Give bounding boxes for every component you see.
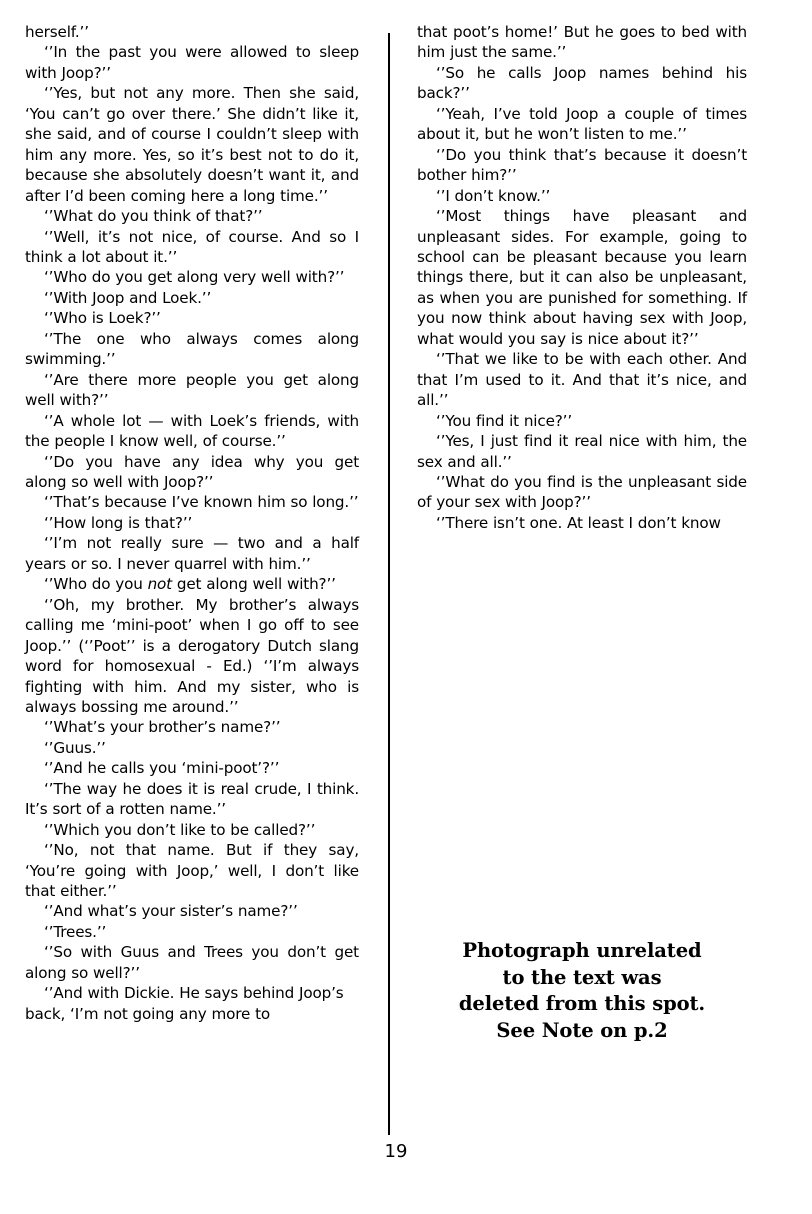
paragraph: ‘’Who do you not get along well with?’’ bbox=[44, 575, 336, 594]
paragraph: ‘’Are there more people you get along well with?’’ bbox=[25, 370, 359, 410]
paragraph: ‘’Who do you get along very well with?’’ bbox=[44, 268, 345, 287]
paragraph: ‘’With Joop and Loek.’’ bbox=[44, 288, 212, 307]
text-column-left bbox=[25, 22, 359, 1024]
paragraph: ‘’Most things have pleasant and unpleasant sides. For example, going to school can be pleasant because you learn things there, but it can also be unpleasant, as when you are punished for something. If you now think about having sex with Joop, what would you say is nice about it?’’ bbox=[417, 207, 747, 348]
paragraph: ‘’So he calls Joop names behind his back?’’ bbox=[417, 63, 747, 103]
paragraph: ‘’Oh, my brother. My brother’s always calling me ‘mini-poot’ when I go off to see Joop.’’ (‘’Poot’’ is a derogatory Dutch slang word for homosexual - Ed.) ‘’I’m always fighting with him. And my sister, who is always bossing me around.’’ bbox=[25, 595, 359, 716]
paragraph: ‘’I’m not really sure — two and a half years or so. I never quarrel with him.’’ bbox=[25, 534, 359, 573]
paragraph: ‘’Trees.’’ bbox=[44, 922, 107, 941]
paragraph: ‘’What do you find is the unpleasant side of your sex with Joop?’’ bbox=[417, 472, 747, 512]
paragraph: ‘’A whole lot — with Loek’s friends, with the people I know well, of course.’’ bbox=[25, 411, 359, 451]
paragraph: ‘’You find it nice?’’ bbox=[436, 411, 573, 430]
photo-note-line: to the text was bbox=[502, 965, 662, 989]
paragraph: ‘’Which you don’t like to be called?’’ bbox=[44, 820, 316, 839]
page-number-value: 19 bbox=[384, 1141, 408, 1162]
paragraph: ‘’How long is that?’’ bbox=[44, 513, 193, 532]
photo-note-line: See Note on p.2 bbox=[496, 1018, 668, 1042]
paragraph: ‘’So with Guus and Trees you don’t get along so well?’’ bbox=[25, 943, 359, 982]
paragraph: ‘’In the past you were allowed to sleep with Joop?’’ bbox=[25, 43, 359, 82]
paragraph: ‘’Guus.’’ bbox=[44, 738, 106, 757]
paragraph: that poot’s home!’ But he goes to bed with him just the same.’’ bbox=[417, 23, 747, 62]
paragraph: ‘’Who is Loek?’’ bbox=[44, 309, 161, 328]
paragraph: ‘’The one who always comes along swimming.’’ bbox=[25, 329, 359, 369]
paragraph: ‘’Well, it’s not nice, of course. And so I think a lot about it.’’ bbox=[25, 227, 359, 266]
paragraph: ‘’And he calls you ‘mini-poot’?’’ bbox=[44, 759, 280, 778]
paragraph: ‘’I don’t know.’’ bbox=[436, 186, 551, 205]
paragraph: ‘’Yeah, I’ve told Joop a couple of times about it, but he won’t listen to me.’’ bbox=[417, 104, 747, 144]
photo-removed-note bbox=[417, 938, 747, 1044]
paragraph: ‘’Do you have any idea why you get along so well with Joop?’’ bbox=[25, 452, 359, 491]
paragraph: ‘’Yes, but not any more. Then she said, ‘You can’t go over there.’ She didn’t like it, she said, and of course I couldn’t sleep with him any more. Yes, so it’s best not to do it, because she absolutely doesn’t want it, and after I’d been coming here a long time.’’ bbox=[25, 84, 359, 205]
text-column-right bbox=[417, 22, 747, 533]
paragraph: ‘’And what’s your sister’s name?’’ bbox=[44, 902, 298, 921]
paragraph: herself.’’ bbox=[25, 23, 89, 41]
paragraph: ‘’The way he does it is real crude, I think. It’s sort of a rotten name.’’ bbox=[25, 779, 359, 819]
paragraph: ‘’No, not that name. But if they say, ‘You’re going with Joop,’ well, I don’t like that either.’’ bbox=[25, 841, 359, 901]
paragraph: ‘’Do you think that’s because it doesn’t bother him?’’ bbox=[417, 145, 747, 185]
page-number bbox=[0, 1141, 812, 1163]
paragraph: ‘’That we like to be with each other. And that I’m used to it. And that it’s nice, and all.’’ bbox=[417, 350, 747, 410]
column-divider-rule bbox=[388, 33, 390, 1135]
photo-note-line: Photograph unrelated bbox=[462, 939, 702, 962]
paragraph: ‘’That’s because I’ve known him so long.’’ bbox=[44, 493, 359, 512]
paragraph: ‘’What’s your brother’s name?’’ bbox=[44, 718, 281, 737]
paragraph: ‘’There isn’t one. At least I don’t know bbox=[436, 513, 721, 532]
paragraph: ‘’Yes, I just find it real nice with him, the sex and all.’’ bbox=[417, 432, 747, 471]
paragraph: ‘’What do you think of that?’’ bbox=[44, 207, 263, 226]
paragraph: ‘’And with Dickie. He says behind Joop’s back, ‘I’m not going any more to bbox=[25, 984, 344, 1023]
photo-note-line: deleted from this spot. bbox=[458, 992, 706, 1015]
